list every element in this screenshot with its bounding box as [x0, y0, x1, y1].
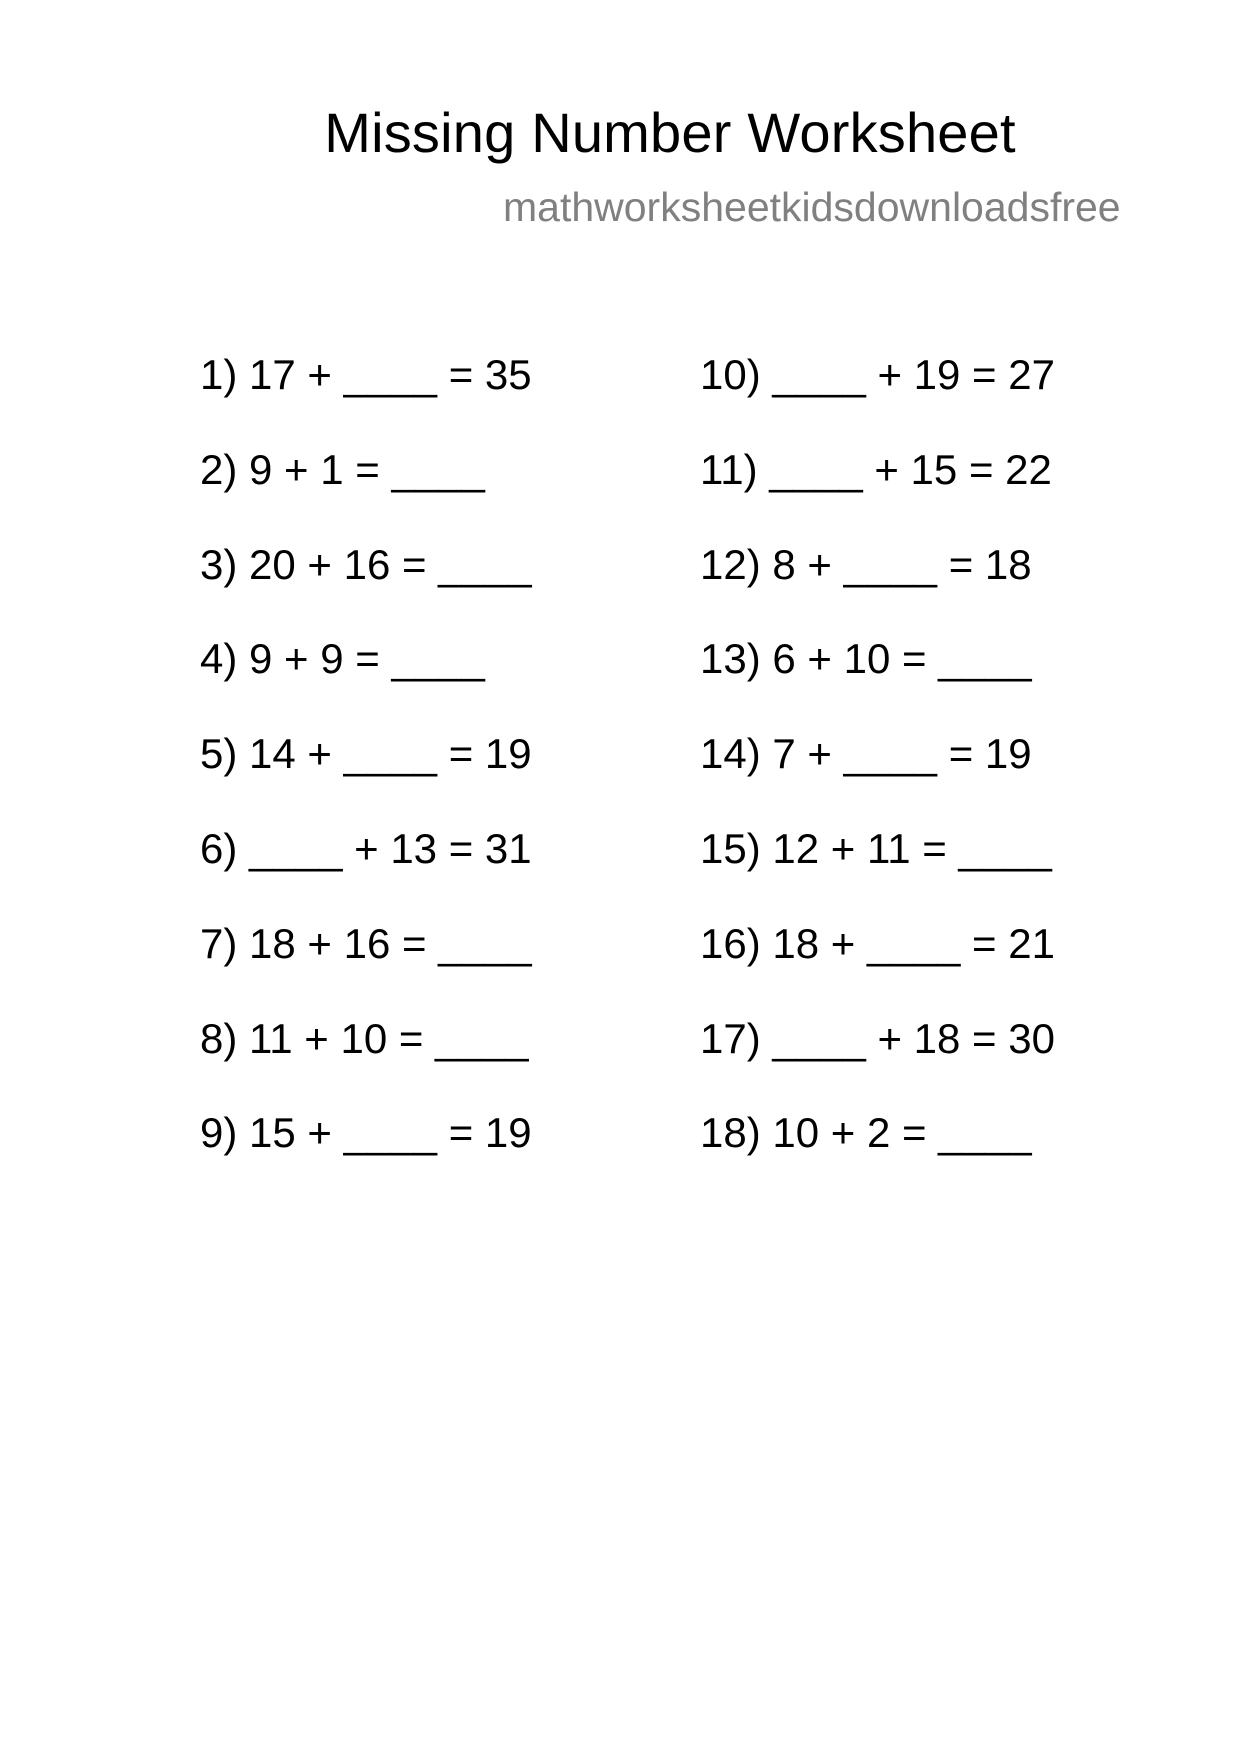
problem-item: 1) 17 + ____ = 35 — [200, 351, 532, 398]
problem-item: 3) 20 + 16 = ____ — [200, 540, 532, 588]
problem-item: 6) ____ + 13 = 31 — [200, 824, 532, 872]
problem-item: 2) 9 + 1 = ____ — [200, 445, 485, 493]
problem-item: 16) 18 + ____ = 21 — [700, 919, 1055, 967]
problem-item: 17) ____ + 18 = 30 — [700, 1014, 1055, 1062]
problem-item: 12) 8 + ____ = 18 — [700, 540, 1032, 588]
problem-item: 10) ____ + 19 = 27 — [700, 351, 1055, 398]
problem-column-right — [700, 347, 1055, 1200]
problem-item: 8) 11 + 10 = ____ — [200, 1014, 529, 1062]
problem-item: 5) 14 + ____ = 19 — [200, 730, 532, 778]
problem-item: 4) 9 + 9 = ____ — [200, 635, 485, 683]
problem-item: 18) 10 + 2 = ____ — [700, 1109, 1032, 1157]
problem-item: 13) 6 + 10 = ____ — [700, 635, 1032, 683]
problem-item: 15) 12 + 11 = ____ — [700, 824, 1052, 872]
problem-item: 7) 18 + 16 = ____ — [200, 919, 532, 967]
problem-item: 9) 15 + ____ = 19 — [200, 1109, 532, 1157]
problem-column-left — [200, 347, 532, 1200]
worksheet-subtitle: mathworksheetkidsdownloadsfree — [503, 184, 1121, 230]
worksheet-title: Missing Number Worksheet — [324, 101, 1016, 164]
problem-item: 14) 7 + ____ = 19 — [700, 730, 1032, 778]
problem-item: 11) ____ + 15 = 22 — [700, 445, 1052, 493]
